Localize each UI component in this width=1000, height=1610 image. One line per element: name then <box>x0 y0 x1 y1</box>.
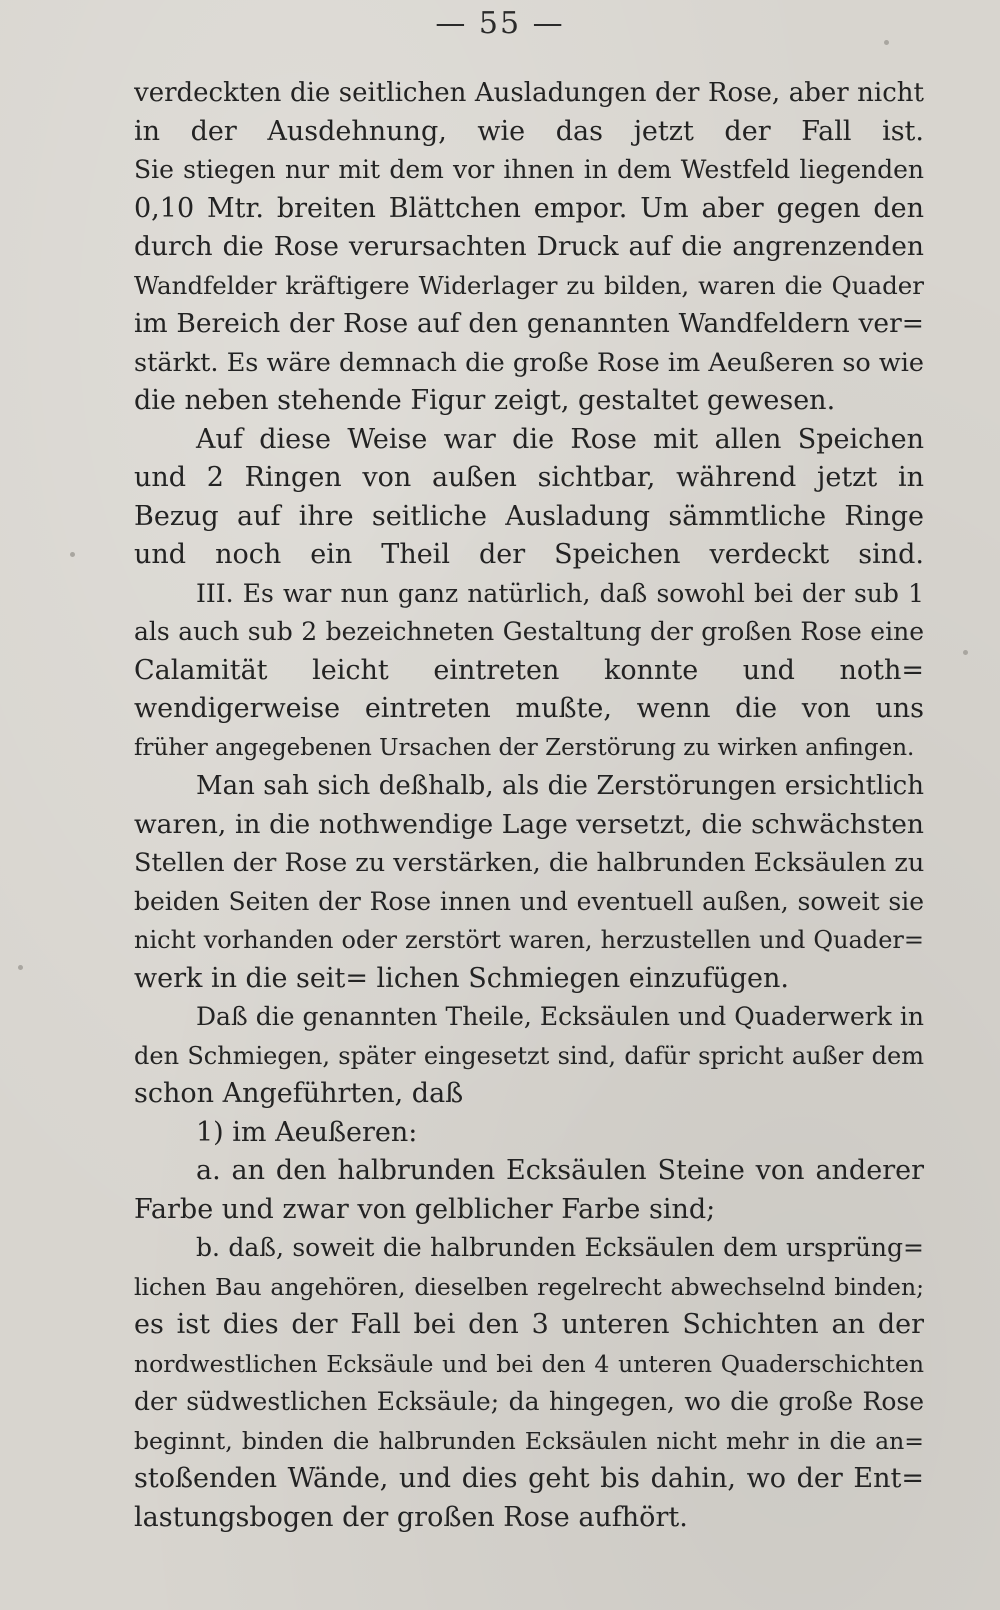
text-line: früher angegebenen Ursachen der Zerstörung zu wirken anfingen. <box>134 734 915 761</box>
text-line: beginnt, binden die halbrunden Ecksäulen nicht mehr in die an= <box>134 1426 924 1455</box>
text-line: Daß die genannten Theile, Ecksäulen und Quaderwerk in <box>196 1002 924 1031</box>
text-line: werk in die seit= lichen Schmiegen einzufügen. <box>134 962 789 994</box>
text-line: es ist dies der Fall bei den 3 unteren Schichten an der <box>134 1309 924 1340</box>
text-line: Calamität leicht eintreten konnte und noth= <box>134 654 924 686</box>
text-line: in der Ausdehnung, wie das jetzt der Fall ist. <box>134 115 924 147</box>
text-line: a. an den halbrunden Ecksäulen Steine von anderer <box>196 1155 924 1186</box>
body-text <box>134 74 924 1537</box>
text-line: durch die Rose verursachten Druck auf die angrenzenden <box>134 231 924 262</box>
paper-speck <box>18 965 23 970</box>
text-line: b. daß, soweit die halbrunden Ecksäulen dem ursprüng= <box>196 1233 924 1262</box>
text-line: Bezug auf ihre seitliche Ausladung sämmtliche Ringe <box>134 500 924 532</box>
text-line: wendigerweise eintreten mußte, wenn die von uns <box>134 693 924 724</box>
text-line: lichen Bau angehören, dieselben regelrecht abwechselnd binden; <box>134 1272 924 1301</box>
text-line: Man sah sich deßhalb, als die Zerstörungen ersichtlich <box>196 771 924 801</box>
text-line: schon Angeführten, daß <box>134 1078 464 1109</box>
text-line: Farbe und zwar von gelblicher Farbe sind; <box>134 1193 716 1225</box>
text-line: den Schmiegen, später eingesetzt sind, dafür spricht außer dem <box>134 1041 924 1070</box>
page-number: — 55 — <box>435 6 565 41</box>
text-line: die neben stehende Figur zeigt, gestaltet gewesen. <box>134 385 836 416</box>
text-line: 1) im Aeußeren: <box>196 1116 418 1148</box>
text-line: beiden Seiten der Rose innen und eventuell außen, soweit sie <box>134 886 924 916</box>
text-line: lastungsbogen der großen Rose aufhört. <box>134 1501 688 1533</box>
text-line: stärkt. Es wäre demnach die große Rose im Aeußeren so wie <box>134 347 924 378</box>
paper-speck <box>70 552 75 557</box>
text-line: III. Es war nun ganz natürlich, daß sowohl bei der sub 1 <box>196 578 924 608</box>
text-line: Auf diese Weise war die Rose mit allen Speichen <box>196 423 924 455</box>
text-line: 0,10 Mtr. breiten Blättchen empor. Um aber gegen den <box>134 192 924 224</box>
text-line: im Bereich der Rose auf den genannten Wandfeldern ver= <box>134 308 924 339</box>
paper-speck <box>884 40 889 45</box>
text-line: als auch sub 2 bezeichneten Gestaltung der großen Rose eine <box>134 617 924 646</box>
text-line: Sie stiegen nur mit dem vor ihnen in dem Westfeld liegenden <box>134 155 924 184</box>
text-line: und noch ein Theil der Speichen verdeckt sind. <box>134 539 924 570</box>
paper-speck <box>963 650 968 655</box>
text-line: nicht vorhanden oder zerstört waren, herzustellen und Quader= <box>134 926 924 954</box>
text-line: stoßenden Wände, und dies geht bis dahin, wo der Ent= <box>134 1463 924 1494</box>
text-line: der südwestlichen Ecksäule; da hingegen, wo die große Rose <box>134 1387 924 1416</box>
text-line: und 2 Ringen von außen sichtbar, während jetzt in <box>134 462 924 493</box>
text-line: Stellen der Rose zu verstärken, die halbrunden Ecksäulen zu <box>134 848 924 878</box>
text-line: waren, in die nothwendige Lage versetzt, die schwächsten <box>134 808 924 840</box>
text-line: verdeckten die seitlichen Ausladungen der Rose, aber nicht <box>134 78 924 108</box>
text-line: Wandfelder kräftigere Widerlager zu bilden, waren die Quader <box>134 270 924 300</box>
text-line: nordwestlichen Ecksäule und bei den 4 unteren Quaderschichten <box>134 1349 924 1378</box>
